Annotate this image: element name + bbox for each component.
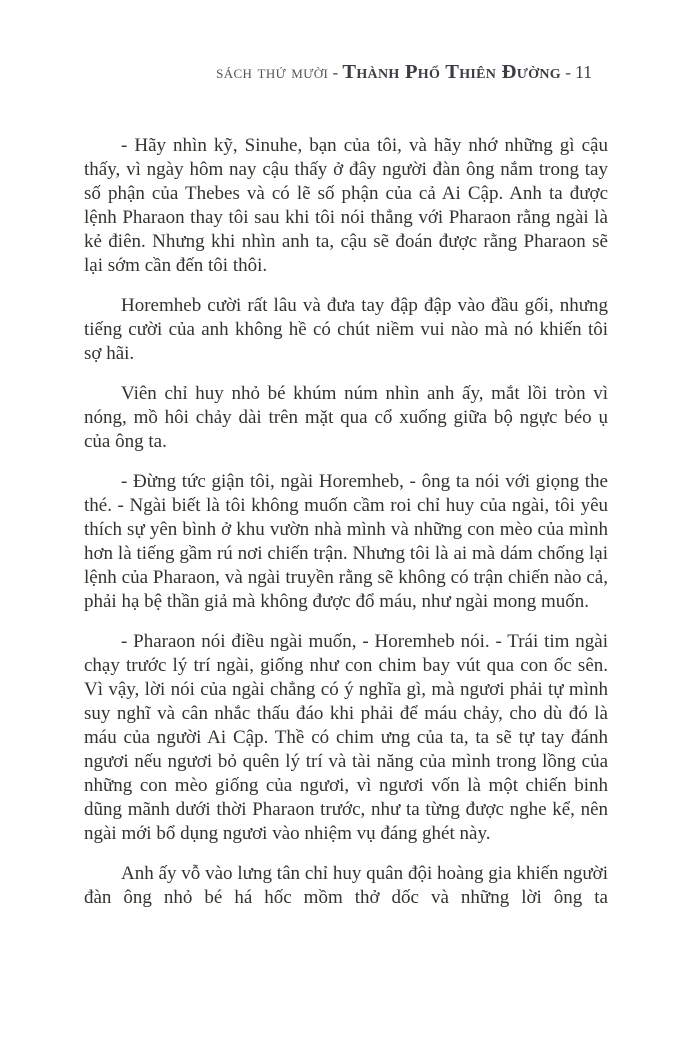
paragraph-1: - Hãy nhìn kỹ, Sinuhe, bạn của tôi, và hãy nhớ những gì cậu thấy, vì ngày hôm nay cậu thấy ở đây người đàn ông nắm trong tay số phận của Thebes và có lẽ số phận của cả Ai Cập. Anh ta được lệnh Pharaon thay tôi sau khi tôi nói thẳng với Pharaon rằng ngài là kẻ điên. Nhưng khi nhìn anh ta, cậu sẽ đoán được rằng Pharaon sẽ lại sớm cần đến tôi thôi. [84, 135, 608, 276]
paragraph-4: - Đừng tức giận tôi, ngài Horemheb, - ông ta nói với giọng the thé. - Ngài biết là tôi không muốn cầm roi chỉ huy của ngài, tôi yêu thích sự yên bình ở khu vườn nhà mình và những con mèo của mình hơn là tiếng gầm rú nơi chiến trận. Nhưng tôi là ai mà dám chống lại lệnh của Pharaon, và ngài truyền rằng sẽ không có trận chiến nào cả, phải hạ bệ thần giả mà không được đổ máu, như ngài mong muốn. [84, 471, 608, 612]
header-separator-1: - [328, 63, 343, 82]
paragraph-5: - Pharaon nói điều ngài muốn, - Horemheb nói. - Trái tim ngài chạy trước lý trí ngài, giống như con chim bay vút qua con ốc sên. Vì vậy, lời nói của ngài chẳng có ý nghĩa gì, mà ngươi phải tự mình suy nghĩ và cân nhắc thấu đáo khi phải để máu chảy, cho dù đó là máu của người Ai Cập. Thề có chim ưng của ta, ta sẽ tự tay đánh ngươi nếu ngươi bỏ quên lý trí và tài năng của mình trong lồng của những con mèo giống của ngươi, vì ngươi vốn là một chiến binh dũng mãnh dưới thời Pharaon trước, như ta từng được nghe kể, nên ngài mới bổ dụng ngươi vào nhiệm vụ đáng ghét này. [84, 631, 608, 844]
paragraph-2: Horemheb cười rất lâu và đưa tay đập đập vào đầu gối, nhưng tiếng cười của anh không hề có chút niềm vui nào mà nó khiến tôi sợ hãi. [84, 295, 608, 364]
running-header [84, 61, 608, 84]
header-book-label: sách thứ mười [216, 62, 329, 83]
page-number: 11 [575, 62, 592, 82]
paragraph-3: Viên chỉ huy nhỏ bé khúm núm nhìn anh ấy, mắt lồi tròn vì nóng, mồ hôi chảy dài trên mặt qua cổ xuống giữa bộ ngực béo ụ của ông ta. [84, 383, 608, 452]
body-text-block [84, 134, 608, 910]
paragraph-6: Anh ấy vỗ vào lưng tân chỉ huy quân đội hoàng gia khiến người đàn ông nhỏ bé há hốc mồm thở dốc và những lời ông ta [84, 863, 608, 908]
header-separator-2: - [560, 63, 576, 82]
header-chapter-title: Thành Phố Thiên Đường [342, 61, 561, 83]
